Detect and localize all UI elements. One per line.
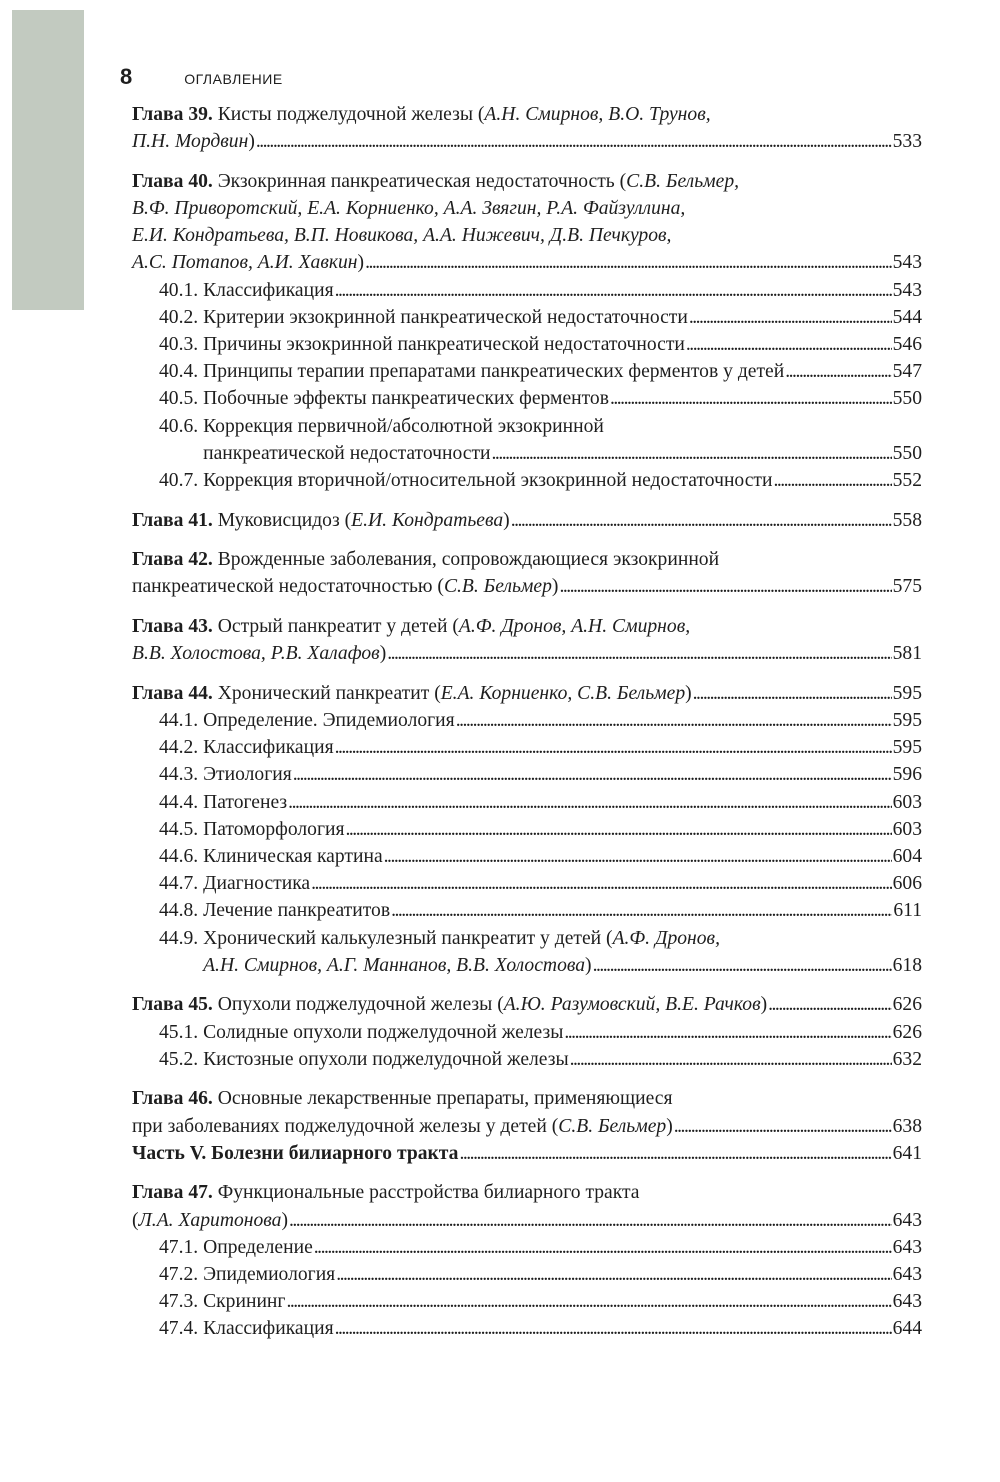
entry-line (203, 331, 922, 358)
entry-title: Диагностика (203, 873, 311, 895)
section-body (203, 1315, 922, 1342)
section-wrap (159, 331, 922, 358)
entry-title: Причины экзокринной панкреатической недостаточности (203, 334, 685, 356)
entry-line (203, 1046, 922, 1073)
toc-section-entry (132, 358, 922, 385)
dot-leader (335, 734, 892, 761)
chapter-label: Глава 39. (132, 104, 213, 125)
section-number: 44.6. (159, 846, 204, 868)
toc-chapter-entry (132, 168, 922, 277)
author-names: А.Н. Смирнов, В.О. Трунов, (484, 104, 711, 125)
table-of-contents (132, 101, 922, 1343)
entry-title: Скрининг (203, 1291, 286, 1313)
page-number-ref: 546 (892, 334, 922, 356)
page-number-ref: 550 (892, 388, 922, 410)
section-body (203, 1046, 922, 1073)
page-number-ref: 604 (892, 846, 922, 868)
toc-section-entry (132, 925, 922, 979)
entry-title: Кистозные опухоли поджелудочной железы (203, 1048, 569, 1070)
entry-line: Глава 42. Врожденные заболевания, сопровождающиеся экзокринной (132, 549, 720, 571)
page-number-ref: 643 (892, 1209, 922, 1231)
section-wrap (159, 1261, 922, 1288)
entry-line (203, 1234, 922, 1261)
chapter-label: Глава 45. (132, 994, 213, 1016)
entry-line (203, 870, 922, 897)
entry-line (203, 897, 922, 924)
dot-leader (335, 277, 892, 304)
page-number-ref: 595 (892, 737, 922, 759)
entry-title: панкреатической недостаточностью (С.В. Бельмер) (132, 576, 559, 598)
toc-section-entry (132, 707, 922, 734)
entry-title: А.Н. Смирнов, А.Г. Маннанов, В.В. Холостова) (203, 954, 592, 976)
section-number: 44.8. (159, 900, 204, 922)
page-number-ref: 596 (892, 764, 922, 786)
section-wrap (159, 1288, 922, 1315)
toc-chapter-entry (132, 507, 922, 534)
page-number-ref: 611 (893, 900, 922, 922)
entry-line (203, 952, 922, 979)
page-number-ref: 643 (892, 1264, 922, 1286)
section-body (203, 707, 922, 734)
toc-section-entry (132, 1261, 922, 1288)
entry-line (203, 467, 922, 494)
entry-line: Коррекция первичной/абсолютной экзокринной (203, 415, 604, 437)
section-body (203, 734, 922, 761)
author-names: С.В. Бельмер, (626, 170, 740, 192)
toc-chapter-entry (132, 991, 922, 1018)
entry-line (203, 304, 922, 331)
entry-line (203, 843, 922, 870)
section-wrap (159, 707, 922, 734)
section-number: 40.6. (159, 415, 204, 437)
dot-leader (456, 707, 892, 734)
author-names: В.В. Холостова, Р.В. Халафов (132, 643, 380, 665)
entry-title: Классификация (203, 737, 334, 759)
section-number: 44.2. (159, 737, 204, 759)
entry-line: Глава 46. Основные лекарственные препараты, применяющиеся (132, 1088, 673, 1110)
section-wrap (159, 843, 922, 870)
section-body (203, 413, 922, 467)
toc-section-entry (132, 385, 922, 412)
section-wrap (159, 1046, 922, 1073)
entry-title: Часть V. Болезни билиарного тракта (132, 1142, 459, 1164)
toc-section-entry (132, 816, 922, 843)
entry-line (132, 640, 922, 667)
section-number: 40.7. (159, 470, 204, 492)
entry-line (132, 573, 922, 600)
entry-title: Этиология (203, 764, 292, 786)
author-names: С.В. Бельмер (443, 576, 552, 598)
dot-leader (336, 1261, 891, 1288)
entry-title: (Л.А. Харитонова) (132, 1209, 288, 1231)
dot-leader (459, 1140, 891, 1167)
dot-leader (289, 1207, 892, 1234)
section-number: 44.3. (159, 764, 204, 786)
toc-section-entry (132, 413, 922, 467)
toc-section-entry (132, 277, 922, 304)
entry-line (132, 1140, 922, 1167)
author-names: П.Н. Мордвин (132, 131, 249, 153)
toc-chapter-entry (132, 1085, 922, 1139)
entry-title: Классификация (203, 1318, 334, 1340)
section-wrap (159, 1019, 922, 1046)
dot-leader (335, 1315, 892, 1342)
dot-leader (693, 680, 892, 707)
section-wrap (159, 761, 922, 788)
dot-leader (689, 304, 892, 331)
author-names: А.Н. Смирнов, А.Г. Маннанов, В.В. Холостова (203, 954, 586, 976)
chapter-label: Глава 43. (132, 616, 213, 638)
page-number-ref: 603 (892, 818, 922, 840)
chapter-label: Глава 41. (132, 509, 213, 531)
entry-line (203, 761, 922, 788)
dot-leader (564, 1019, 891, 1046)
section-body (203, 385, 922, 412)
page-number-ref: 544 (892, 306, 922, 328)
dot-leader (391, 897, 892, 924)
chapter-label: Глава 47. (132, 1182, 213, 1204)
entry-title: Глава 45. Опухоли поджелудочной железы (А.Ю. Разумовский, В.Е. Рачков) (132, 994, 768, 1016)
section-body (203, 789, 922, 816)
section-number: 40.4. (159, 361, 204, 383)
entry-line (132, 507, 922, 534)
author-names: Е.А. Корниенко, С.В. Бельмер (440, 682, 686, 704)
section-body (203, 1234, 922, 1261)
toc-chapter-entry (132, 613, 922, 667)
page-number-ref: 595 (892, 682, 922, 704)
section-wrap (159, 304, 922, 331)
entry-line (203, 277, 922, 304)
section-wrap (159, 897, 922, 924)
dot-leader (570, 1046, 892, 1073)
entry-line (203, 1315, 922, 1342)
page-number-ref: 606 (892, 873, 922, 895)
dot-leader (288, 789, 891, 816)
page-number: 8 (120, 64, 133, 89)
entry-title: Побочные эффекты панкреатических ферментов (203, 388, 609, 410)
entry-title: Эпидемиология (203, 1264, 336, 1286)
dot-leader (492, 440, 892, 467)
section-wrap (159, 925, 922, 979)
entry-title: Патоморфология (203, 818, 345, 840)
section-body (203, 870, 922, 897)
page-number-ref: 543 (892, 279, 922, 301)
section-body (203, 1288, 922, 1315)
section-body (203, 761, 922, 788)
page-number-ref: 626 (892, 994, 922, 1016)
section-number: 47.3. (159, 1291, 204, 1313)
entry-line (203, 385, 922, 412)
entry-line: Хронический калькулезный панкреатит у детей (А.Ф. Дронов, (203, 927, 720, 949)
section-body (203, 1019, 922, 1046)
page-number-ref: 581 (892, 643, 922, 665)
section-number: 44.5. (159, 818, 204, 840)
entry-line: Глава 47. Функциональные расстройства билиарного тракта (132, 1182, 640, 1204)
entry-line: Глава 43. Острый панкреатит у детей (А.Ф. Дронов, А.Н. Смирнов, (132, 616, 691, 638)
dot-leader (387, 640, 891, 667)
page-number-ref: 595 (892, 710, 922, 732)
entry-title: Критерии экзокринной панкреатической недостаточности (203, 306, 688, 328)
author-names: А.Ф. Дронов, (612, 927, 720, 949)
section-body (203, 816, 922, 843)
entry-line (132, 680, 922, 707)
chapter-label: Глава 46. (132, 1088, 213, 1110)
section-body (203, 1261, 922, 1288)
section-number: 47.2. (159, 1264, 204, 1286)
dot-leader (346, 816, 892, 843)
section-body (203, 897, 922, 924)
entry-title: Определение. Эпидемиология (203, 710, 455, 732)
dot-leader (293, 761, 892, 788)
page-number-ref: 641 (892, 1142, 922, 1164)
dot-leader (768, 991, 891, 1018)
chapter-label: Глава 44. (132, 682, 213, 704)
page-edge-tab (12, 10, 84, 310)
entry-title: Солидные опухоли поджелудочной железы (203, 1021, 564, 1043)
section-wrap (159, 1315, 922, 1342)
page-number-ref: 618 (892, 954, 922, 976)
entry-line (203, 789, 922, 816)
entry-line (132, 195, 922, 222)
page-number-ref: 550 (892, 442, 922, 464)
page-header (120, 64, 283, 90)
dot-leader (311, 870, 891, 897)
toc-section-entry (132, 734, 922, 761)
toc-section-entry (132, 1046, 922, 1073)
section-wrap (159, 789, 922, 816)
entry-line (203, 707, 922, 734)
section-body (203, 843, 922, 870)
section-wrap (159, 277, 922, 304)
dot-leader (674, 1113, 892, 1140)
entry-line (132, 249, 922, 276)
author-names: Е.И. Кондратьева (351, 509, 504, 531)
author-names: А.С. Потапов, А.И. Хавкин (132, 252, 358, 274)
dot-leader (256, 128, 892, 155)
entry-line (132, 1207, 922, 1234)
toc-part-entry (132, 1140, 922, 1167)
section-number: 47.1. (159, 1236, 204, 1258)
entry-title: П.Н. Мордвин) (132, 131, 255, 153)
entry-line (203, 358, 922, 385)
section-number: 47.4. (159, 1318, 204, 1340)
page-number-ref: 638 (892, 1115, 922, 1137)
section-body (203, 304, 922, 331)
entry-line (132, 128, 922, 155)
toc-section-entry (132, 1288, 922, 1315)
section-wrap (159, 734, 922, 761)
toc-section-entry (132, 1234, 922, 1261)
toc-section-entry (132, 331, 922, 358)
section-number: 45.1. (159, 1021, 204, 1043)
dot-leader (286, 1288, 891, 1315)
section-body (203, 277, 922, 304)
section-body (203, 331, 922, 358)
toc-section-entry (132, 1315, 922, 1342)
dot-leader (686, 331, 892, 358)
toc-section-entry (132, 870, 922, 897)
dot-leader (559, 573, 891, 600)
page-number-ref: 552 (892, 470, 922, 492)
entry-title: Принципы терапии препаратами панкреатических ферментов у детей (203, 361, 785, 383)
section-body (203, 925, 922, 979)
entry-line (132, 1113, 922, 1140)
author-names: В.Ф. Приворотский, Е.А. Корниенко, А.А. Звягин, Р.А. Файзуллина, (132, 198, 686, 219)
toc-section-entry (132, 843, 922, 870)
entry-title: Лечение панкреатитов (203, 900, 391, 922)
running-head: ОГЛАВЛЕНИЕ (184, 71, 283, 87)
section-number: 44.7. (159, 873, 204, 895)
section-body (203, 467, 922, 494)
section-body (203, 358, 922, 385)
section-wrap (159, 1234, 922, 1261)
entry-title: Определение (203, 1236, 313, 1258)
chapter-label: Глава 40. (132, 170, 213, 192)
entry-title: А.С. Потапов, А.И. Хавкин) (132, 252, 365, 274)
section-number: 40.5. (159, 388, 204, 410)
chapter-label: Глава 42. (132, 549, 213, 571)
dot-leader (314, 1234, 892, 1261)
author-names: Е.И. Кондратьева, В.П. Новикова, А.А. Нижевич, Д.В. Печкуров, (132, 225, 672, 247)
section-number: 45.2. (159, 1048, 204, 1070)
entry-line: Глава 40. Экзокринная панкреатическая недостаточность (С.В. Бельмер, (132, 170, 740, 192)
toc-section-entry (132, 304, 922, 331)
page-number-ref: 547 (892, 361, 922, 383)
section-number: 44.9. (159, 927, 204, 949)
section-wrap (159, 816, 922, 843)
entry-title: В.В. Холостова, Р.В. Халафов) (132, 643, 387, 665)
page-number-ref: 558 (892, 509, 922, 531)
entry-line (203, 1261, 922, 1288)
section-number: 40.1. (159, 279, 204, 301)
page-number-ref: 626 (892, 1021, 922, 1043)
dot-leader (785, 358, 891, 385)
section-wrap (159, 413, 922, 467)
dot-leader (773, 467, 891, 494)
section-number: 40.2. (159, 306, 204, 328)
page-number-ref: 575 (892, 576, 922, 598)
section-number: 44.1. (159, 710, 204, 732)
entry-line (203, 440, 922, 467)
page-number-ref: 643 (892, 1291, 922, 1313)
page-number-ref: 644 (892, 1318, 922, 1340)
toc-section-entry (132, 1019, 922, 1046)
toc-chapter-entry (132, 101, 922, 155)
dot-leader (365, 249, 892, 276)
author-names: С.В. Бельмер (558, 1115, 667, 1137)
entry-line (203, 816, 922, 843)
page-number-ref: 533 (892, 131, 922, 153)
toc-chapter-entry (132, 546, 922, 600)
dot-leader (511, 507, 892, 534)
entry-line (203, 1019, 922, 1046)
toc-chapter-entry (132, 680, 922, 707)
toc-chapter-entry (132, 1179, 922, 1233)
author-names: А.Ф. Дронов, А.Н. Смирнов, (458, 616, 691, 638)
entry-line (132, 991, 922, 1018)
toc-section-entry (132, 897, 922, 924)
entry-line (203, 734, 922, 761)
section-number: 44.4. (159, 791, 204, 813)
entry-title: панкреатической недостаточности (203, 442, 491, 464)
entry-line: Глава 39. Кисты поджелудочной железы (А.Н. Смирнов, В.О. Трунов, (132, 104, 711, 125)
section-wrap (159, 385, 922, 412)
page-number-ref: 603 (892, 791, 922, 813)
entry-line (132, 222, 922, 249)
section-wrap (159, 358, 922, 385)
entry-title: при заболеваниях поджелудочной железы у детей (С.В. Бельмер) (132, 1115, 673, 1137)
toc-section-entry (132, 789, 922, 816)
section-number: 40.3. (159, 334, 204, 356)
page-number-ref: 543 (892, 252, 922, 274)
author-names: А.Ю. Разумовский, В.Е. Рачков (503, 994, 761, 1016)
entry-title: Коррекция вторичной/относительной экзокринной недостаточности (203, 470, 773, 492)
page-number-ref: 632 (892, 1048, 922, 1070)
entry-title: Глава 44. Хронический панкреатит (Е.А. Корниенко, С.В. Бельмер) (132, 682, 692, 704)
dot-leader (610, 385, 892, 412)
entry-title: Клиническая картина (203, 846, 383, 868)
section-wrap (159, 870, 922, 897)
dot-leader (384, 843, 892, 870)
toc-section-entry (132, 761, 922, 788)
entry-title: Патогенез (203, 791, 288, 813)
toc-section-entry (132, 467, 922, 494)
page-number-ref: 643 (892, 1236, 922, 1258)
entry-title: Глава 41. Муковисцидоз (Е.И. Кондратьева) (132, 509, 510, 531)
dot-leader (593, 952, 892, 979)
entry-title: Классификация (203, 279, 334, 301)
section-wrap (159, 467, 922, 494)
entry-line (203, 1288, 922, 1315)
author-names: Л.А. Харитонова (138, 1209, 282, 1231)
